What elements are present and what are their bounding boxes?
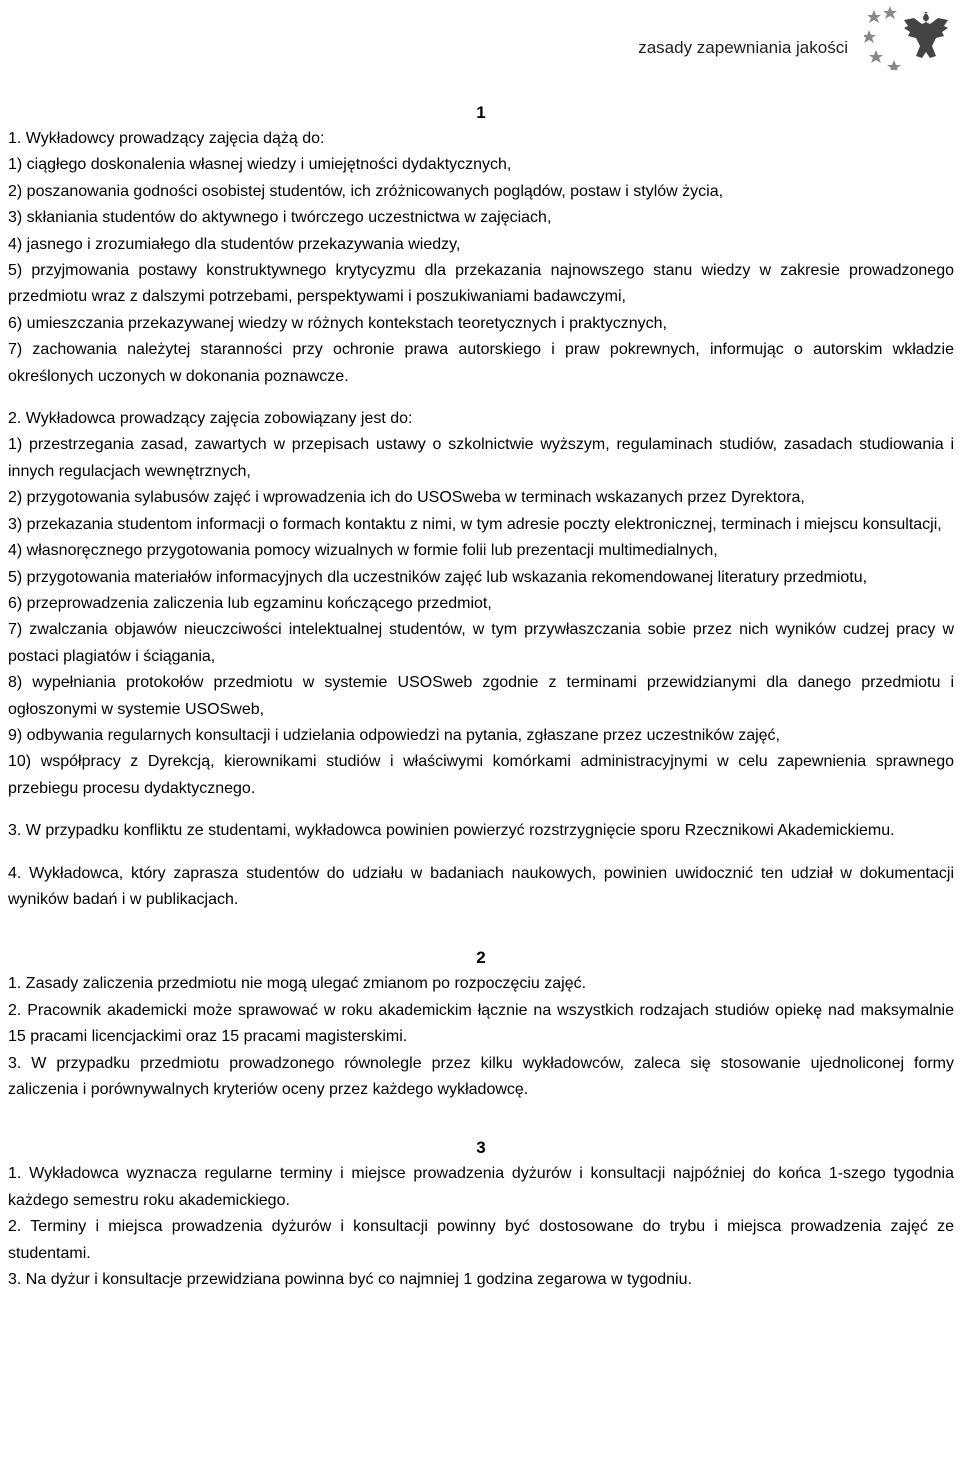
paragraph: 3. W przypadku przedmiotu prowadzonego równolegle przez kilku wykładowców, zaleca się stosowanie ujednoliconej formy zaliczenia i porównywalnych kryteriów oceny przez każdego wykładowcę.	[8, 1054, 954, 1098]
paragraph: 2. Terminy i miejsca prowadzenia dyżurów i konsultacji powinny być dostosowane do trybu i miejsca prowadzenia zajęć ze studentami.	[8, 1218, 954, 1262]
paragraph: 1. Zasady zaliczenia przedmiotu nie mogą ulegać zmianom po rozpoczęciu zajęć.	[8, 975, 587, 993]
document-header: zasady zapewniania jakości	[638, 38, 848, 57]
list-item: 9) odbywania regularnych konsultacji i udzielania odpowiedzi na pytania, zgłaszane przez uczestników zajęć,	[8, 726, 780, 744]
list-item: 7) zwalczania objawów nieuczciwości intelektualnej studentów, w tym przywłaszczania sobie przez nich wyników cudzej pracy w postaci plagiatów i ściągania,	[8, 621, 954, 665]
list-item: 7) zachowania należytej staranności przy ochronie prawa autorskiego i praw pokrewnych, informując o autorskim wkładzie określonych uczonych w dokonania poznawcze.	[8, 341, 954, 385]
paragraph: 3. W przypadku konfliktu ze studentami, wykładowca powinien powierzyć rozstrzygnięcie sporu Rzecznikowi Akademickiemu.	[8, 822, 895, 840]
section-number: 1	[476, 103, 486, 122]
section-number: 3	[476, 1138, 486, 1158]
section-number: 2	[476, 948, 486, 968]
paragraph: 2. Wykładowca prowadzący zajęcia zobowiązany jest do:	[8, 410, 413, 428]
list-item: 3) skłaniania studentów do aktywnego i twórczego uczestnictwa w zajęciach,	[8, 209, 552, 227]
paragraph: 2. Pracownik akademicki może sprawować w roku akademickim łącznie na wszystkich rodzajach studiów opiekę nad maksymalnie 15 pracami licencjackimi oraz 15 pracami magisterskimi.	[8, 1001, 954, 1046]
list-item: 5) przygotowania materiałów informacyjnych dla uczestników zajęć lub wskazania rekomendowanej literatury przedmiotu,	[8, 568, 868, 586]
list-item: 6) umieszczania przekazywanej wiedzy w różnych kontekstach teoretycznych i praktycznych,	[8, 314, 667, 332]
paragraph: 1. Wykładowcy prowadzący zajęcia dążą do:	[8, 130, 325, 147]
list-item: 1) ciągłego doskonalenia własnej wiedzy i umiejętności dydaktycznych,	[8, 156, 512, 174]
document-body	[8, 0, 954, 1293]
list-item: 2) przygotowania sylabusów zajęć i wprowadzenia ich do USOSweba w terminach wskazanych przez Dyrektora,	[8, 489, 805, 507]
list-item: 2) poszanowania godności osobistej studentów, ich zróżnicowanych poglądów, postaw i stylów życia,	[8, 182, 724, 200]
list-item: 4) jasnego i zrozumiałego dla studentów przekazywania wiedzy,	[8, 235, 461, 253]
list-item: 1) przestrzegania zasad, zawartych w przepisach ustawy o szkolnictwie wyższym, regulaminach studiów, zasadach studiowania i innych regulacjach wewnętrznych,	[8, 436, 954, 480]
list-item: 5) przyjmowania postawy konstruktywnego krytycyzmu dla przekazania najnowszego stanu wiedzy w zakresie prowadzonego przedmiotu wraz z dalszymi potrzebami, perspektywami i poszukiwaniami badawczymi,	[8, 262, 954, 306]
list-item: 3) przekazania studentom informacji o formach kontaktu z nimi, w tym adresie poczty elektronicznej, terminach i miejscu konsultacji,	[8, 515, 942, 533]
paragraph: 3. Na dyżur i konsultacje przewidziana powinna być co najmniej 1 godzina zegarowa w tygodniu.	[8, 1271, 692, 1289]
list-item: 4) własnoręcznego przygotowania pomocy wizualnych w formie folii lub prezentacji multimedialnych,	[8, 542, 718, 560]
paragraph: 1. Wykładowca wyznacza regularne terminy i miejsce prowadzenia dyżurów i konsultacji najpóźniej do końca 1-szego tygodnia każdego semestru roku akademickiego.	[8, 1165, 954, 1209]
paragraph: 4. Wykładowca, który zaprasza studentów do udziału w badaniach naukowych, powinien uwidocznić ten udział w dokumentacji wyników badań i w publikacjach.	[8, 864, 954, 908]
list-item: 10) współpracy z Dyrekcją, kierownikami studiów i właściwymi komórkami administracyjnymi w celu zapewnienia sprawnego przebiegu procesu dydaktycznego.	[8, 753, 954, 797]
list-item: 8) wypełniania protokołów przedmiotu w systemie USOSweb zgodnie z terminami przewidzianymi dla danego przedmiotu i ogłoszonymi w systemie USOSweb,	[8, 674, 954, 718]
list-item: 6) przeprowadzenia zaliczenia lub egzaminu kończącego przedmiot,	[8, 594, 492, 612]
